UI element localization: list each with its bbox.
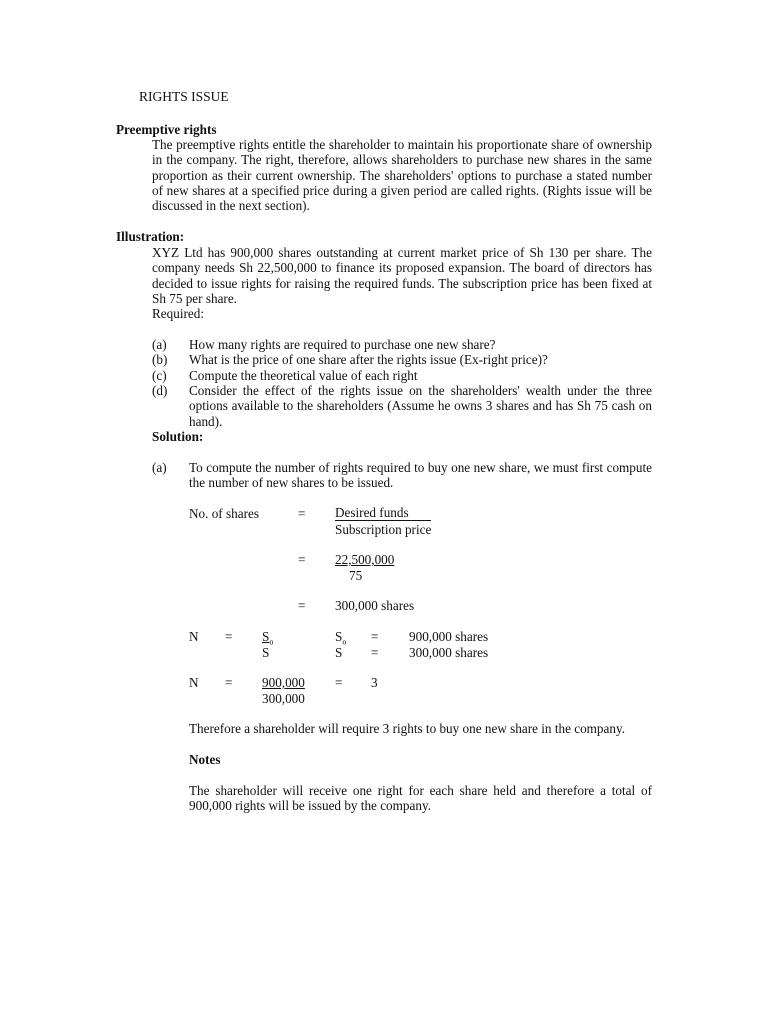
equals-sign: = bbox=[225, 675, 233, 690]
notes-body: The shareholder will receive one right for each share held and therefore a total of 900,000 rights will be issued by the company. bbox=[189, 783, 652, 814]
item-text-d: Consider the effect of the rights issue on the shareholders' wealth under the three options available to the shareholders (Assume he owns 3 shares and has Sh 75 cash on hand). bbox=[189, 383, 652, 429]
equals-sign: = bbox=[335, 675, 343, 690]
page-title: RIGHTS ISSUE bbox=[139, 89, 229, 104]
s-zero-def-subscript: o bbox=[342, 637, 347, 647]
item-label-d: (d) bbox=[152, 383, 168, 398]
illustration-body: XYZ Ltd has 900,000 shares outstanding at current market price of Sh 130 per share. The company needs Sh 22,500,000 to finance its proposed expansion. The board of directors has decided to issue rights for raising the required funds. The subscription price has been fixed at Sh 75 per share. bbox=[152, 245, 652, 306]
s-zero-value: 900,000 shares bbox=[409, 629, 489, 644]
notes-heading: Notes bbox=[189, 752, 221, 767]
s-def-letter: S bbox=[335, 645, 343, 660]
funds-value-numerator: 22,500,000 bbox=[335, 552, 395, 567]
solution-heading: Solution: bbox=[152, 429, 204, 444]
s-zero-subscript: o bbox=[269, 637, 274, 647]
item-text-a: How many rights are required to purchase one new share? bbox=[189, 337, 496, 352]
n-symbol: N bbox=[189, 629, 199, 644]
illustration-heading: Illustration: bbox=[116, 229, 185, 244]
price-value-denominator: 75 bbox=[349, 568, 363, 583]
equals-sign: = bbox=[298, 598, 306, 613]
item-label-b: (b) bbox=[152, 352, 168, 367]
ratio-denominator: 300,000 bbox=[262, 691, 305, 706]
conclusion-text: Therefore a shareholder will require 3 rights to buy one new share in the company. bbox=[189, 721, 626, 736]
solution-a-label: (a) bbox=[152, 460, 167, 475]
solution-a-text: To compute the number of rights required to buy one new share, we must first compute the number of new shares to be issued. bbox=[189, 460, 652, 491]
preemptive-body: The preemptive rights entitle the shareholder to maintain his proportionate share of ownership in the company. The right, therefore, allows shareholders to purchase new shares in the same proportion as their current ownership. The shareholders' options to purchase a stated number of new shares at a specified price during a given period are called rights. (Rights issue will be discussed in the next section). bbox=[152, 137, 652, 214]
preemptive-heading: Preemptive rights bbox=[116, 122, 217, 137]
item-label-c: (c) bbox=[152, 368, 167, 383]
s-zero-letter: S bbox=[262, 629, 270, 644]
equals-sign: = bbox=[371, 645, 379, 660]
s-value: 300,000 shares bbox=[409, 645, 489, 660]
desired-funds-numerator: Desired funds bbox=[335, 506, 431, 521]
equals-sign: = bbox=[371, 629, 379, 644]
equals-sign: = bbox=[225, 629, 233, 644]
required-label: Required: bbox=[152, 306, 205, 321]
new-shares-result: 300,000 shares bbox=[335, 598, 415, 613]
subscription-price-denominator: Subscription price bbox=[335, 522, 432, 537]
equals-sign: = bbox=[298, 506, 306, 521]
item-text-c: Compute the theoretical value of each right bbox=[189, 368, 418, 383]
n-symbol: N bbox=[189, 675, 199, 690]
s-zero-def-letter: S bbox=[335, 629, 343, 644]
item-label-a: (a) bbox=[152, 337, 167, 352]
ratio-numerator: 900,000 bbox=[262, 675, 305, 690]
ratio-answer: 3 bbox=[371, 675, 378, 690]
s-denominator: S bbox=[262, 645, 270, 660]
item-text-b: What is the price of one share after the rights issue (Ex-right price)? bbox=[189, 352, 548, 367]
equals-sign: = bbox=[298, 552, 306, 567]
no-of-shares-label: No. of shares bbox=[189, 506, 259, 521]
